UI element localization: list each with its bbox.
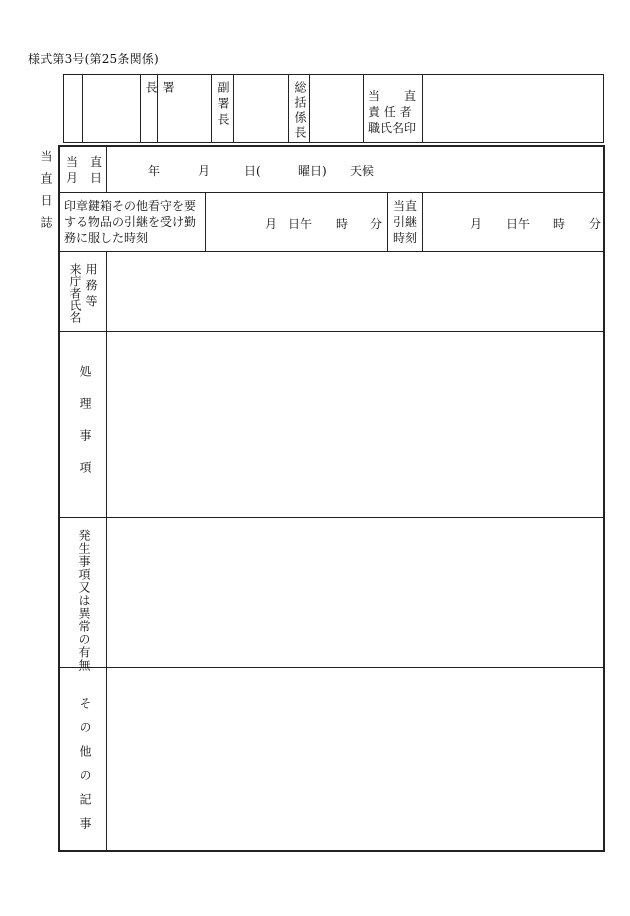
chief-label: 署長 [144, 81, 175, 115]
duty-officer-label-3: 職氏名印 [368, 121, 417, 135]
processing-items-label: 処理事項 [78, 365, 92, 493]
duty-date-label-2: 月 日 [66, 171, 103, 185]
handover-day-pm-label: 日午 [288, 217, 313, 231]
weather-label: 天候 [350, 164, 375, 178]
divider [60, 251, 603, 252]
day-label: 日( [244, 164, 261, 178]
divider [422, 75, 423, 142]
divider [82, 75, 83, 142]
year-label: 年 [148, 164, 161, 178]
handover-month-label: 月 [265, 217, 278, 231]
divider [60, 667, 603, 668]
handover-minute-label: 分 [370, 217, 383, 231]
divider [205, 192, 206, 251]
divider [60, 192, 603, 193]
divider [288, 75, 289, 142]
handover-hour-label: 時 [336, 217, 349, 231]
handover-label-2: する物品の引継を受け勤 [64, 215, 197, 229]
duty-log-form [58, 145, 605, 852]
month-label: 月 [198, 164, 211, 178]
divider [106, 147, 107, 192]
divider [309, 75, 310, 142]
weekday-label: 曜日) [298, 164, 327, 178]
divider [140, 75, 141, 142]
duty-handover-hour-label: 時 [553, 217, 566, 231]
divider [211, 75, 212, 142]
duty-handover-label-3: 時刻 [393, 231, 418, 245]
duty-handover-month-label: 月 [470, 217, 483, 231]
form-title: 様式第3号(第25条関係) [28, 52, 159, 66]
visitor-purpose-label: 用務等 [84, 263, 98, 311]
deputy-chief-label: 副署長 [216, 81, 230, 129]
duty-handover-day-pm-label: 日午 [506, 217, 531, 231]
divider [387, 192, 388, 251]
handover-label-1: 印章鍵箱その他看守を要 [64, 199, 197, 213]
divider [422, 192, 423, 251]
approval-stamp-row [63, 74, 604, 143]
divider [106, 251, 107, 850]
divider [233, 75, 234, 142]
divider [60, 517, 603, 518]
duty-officer-label-2: 責 任 者 [368, 105, 412, 119]
divider [363, 75, 364, 142]
duty-handover-label-2: 引継 [393, 215, 418, 229]
divider [60, 331, 603, 332]
other-notes-label: その他の記事 [78, 697, 92, 841]
duty-handover-label-1: 当直 [393, 199, 418, 213]
duty-log-side-label: 当直日誌 [39, 150, 53, 238]
general-manager-label: 総括係長 [293, 81, 307, 141]
duty-date-label-1: 当 直 [66, 155, 103, 169]
duty-handover-minute-label: 分 [589, 217, 602, 231]
visitor-name-label: 来庁者氏名 [68, 263, 82, 323]
incidents-label: 発生事項又は異常の有無 [77, 529, 91, 672]
duty-officer-label-1: 当 直 [368, 89, 417, 103]
handover-label-3: 務に服した時刻 [64, 231, 149, 245]
